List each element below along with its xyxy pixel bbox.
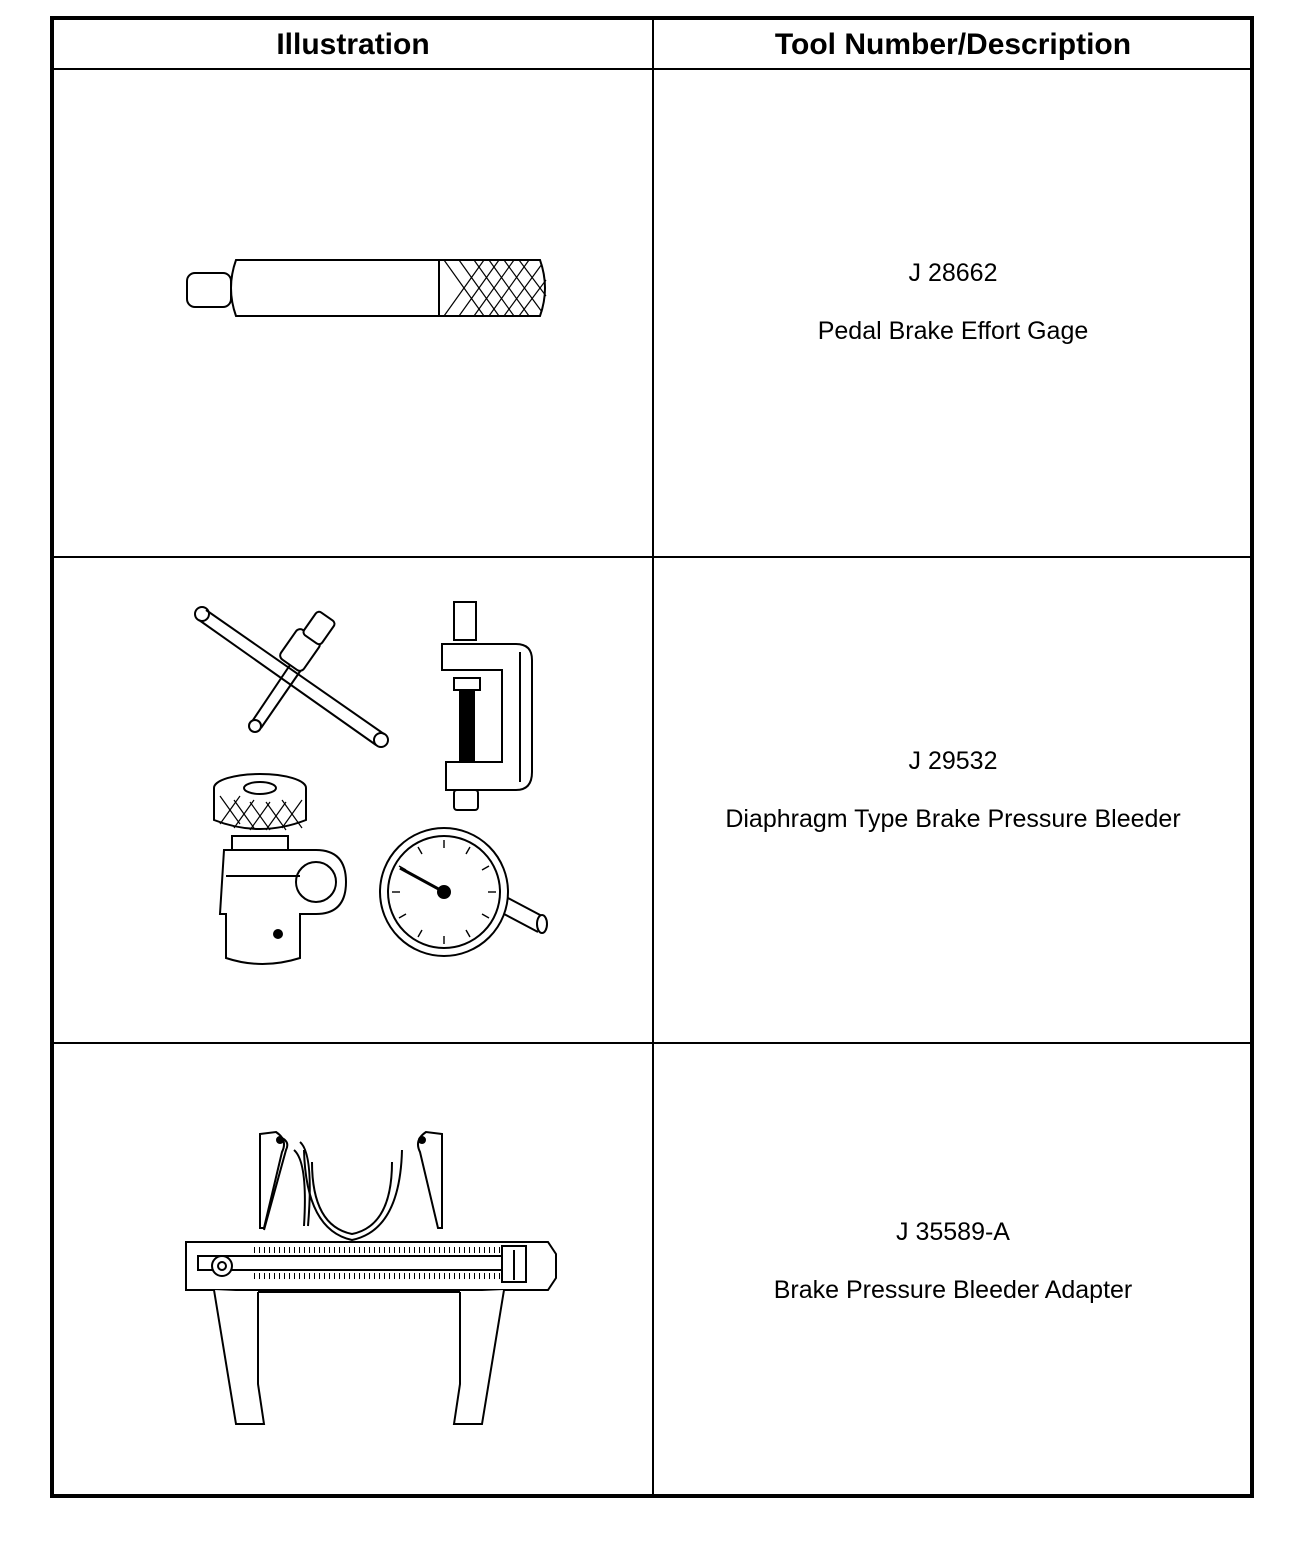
tool-description-cell [654,70,1252,556]
tool-description: Pedal Brake Effort Gage [817,317,1089,345]
table-row [54,558,1250,1044]
table-row [54,1044,1250,1498]
tool-column-header: Tool Number/Description [774,28,1132,61]
tool-number: J 28662 [908,259,998,287]
illustration-column-header: Illustration [276,28,430,61]
tool-description-cell [654,1044,1252,1498]
pedal-brake-effort-gage-illustration [54,70,652,556]
tool-number: J 35589-A [896,1218,1010,1246]
tool-description: Diaphragm Type Brake Pressure Bleeder [725,805,1181,833]
tool-description-cell [654,558,1252,1042]
tool-table [50,16,1254,1498]
tool-description: Brake Pressure Bleeder Adapter [773,1276,1133,1304]
brake-pressure-bleeder-illustration [54,558,652,1042]
bleeder-adapter-illustration [54,1044,652,1498]
tool-number: J 29532 [908,747,998,775]
table-row [54,70,1250,558]
